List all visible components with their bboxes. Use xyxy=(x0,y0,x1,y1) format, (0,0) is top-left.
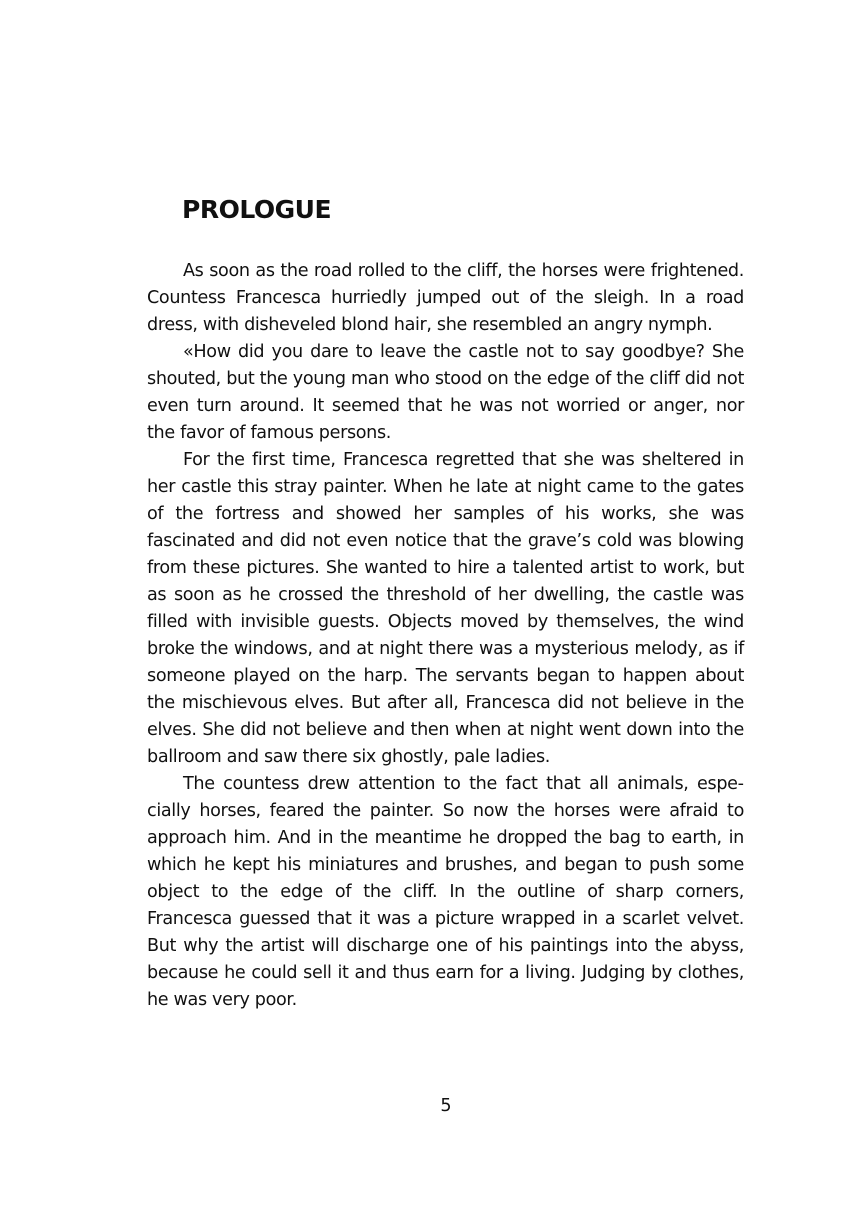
page-number: 5 xyxy=(440,1096,452,1116)
chapter-title: PROLOGUE xyxy=(182,195,332,224)
paragraph: For the first time, Francesca regretted that she was sheltered in her castle this stray painter. When he late at night came to the gates of the fortress and showed her samples of his works, she was fascinated and did not even notice that the grave’s cold was blowing from these pictures. She wanted to hire a talented artist to work, but as soon as he crossed the threshold of her dwelling, the castle was filled with invisible guests. Objects moved by themselves, the wind broke the windows, and at night there was a mysterious melody, as if someone played on the harp. The servants began to happen about the mischievous elves. But after all, Francesca did not believe in the elves. She did not believe and then when at night went down into the ballroom and saw there six ghostly, pale ladies. xyxy=(147,450,744,767)
chapter-body xyxy=(147,258,744,1014)
paragraph: «How did you dare to leave the castle not to say goodbye? She shouted, but the young man who stood on the edge of the cliff did not even turn around. It seemed that he was not worried or anger, nor the favor of famous persons. xyxy=(147,342,744,443)
paragraph: As soon as the road rolled to the cliff, the horses were frightened. Countess Francesca hurriedly jumped out of the sleigh. In a road dress, with disheveled blond hair, she resembled an angry nymph. xyxy=(147,261,744,335)
paragraph: The countess drew attention to the fact that all animals, especially horses, feared the painter. So now the horses were afraid to approach him. And in the meantime he dropped the bag to earth, in which he kept his miniatures and brushes, and began to push some object to the edge of the cliff. In the outline of sharp corners, Francesca guessed that it was a picture wrapped in a scarlet velvet. But why the artist will discharge one of his paintings into the abyss, because he could sell it and thus earn for a living. Judging by clothes, he was very poor. xyxy=(147,774,744,1010)
